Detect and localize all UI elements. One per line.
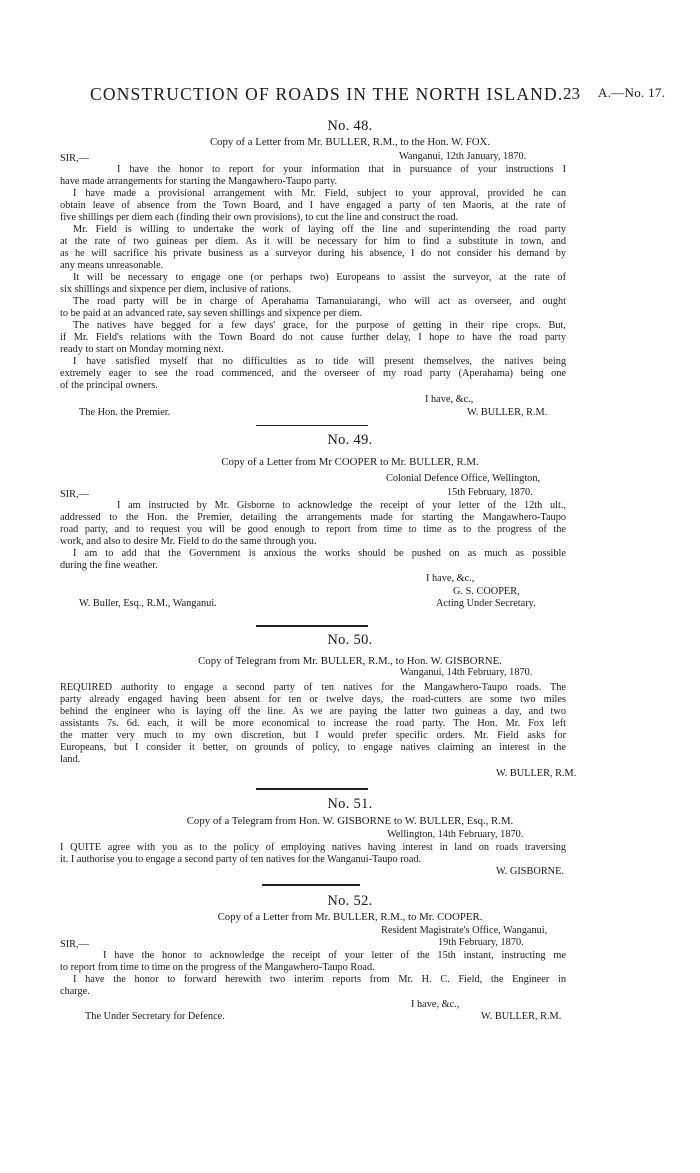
place-date: Wanganui, 14th February, 1870.: [400, 667, 533, 678]
body-line: I QUITE agree with you as to the policy of employing natives having interest in land on roads traversing: [60, 842, 566, 853]
place-date: Wellington, 14th February, 1870.: [387, 829, 524, 840]
body-line: The road party will be in charge of Aperahama Tamanuiarangi, who will act as overseer, and ought: [73, 296, 566, 307]
body-line: It will be necessary to engage one (or perhaps two) Europeans to assist the surveyor, at the rate of: [73, 272, 566, 283]
closing: I have, &c.,: [425, 394, 474, 405]
body-line: if Mr. Field's relations with the Town Board do not cause further delay, I hope to have the road party: [60, 332, 566, 343]
body-line: of the principal owners.: [60, 380, 158, 391]
body-line: five shillings per diem each (finding their own provisions), to cut the line and construct the road.: [60, 212, 459, 223]
section-divider: [256, 425, 368, 426]
section-divider: [256, 788, 368, 790]
body-line: extremely eager to see the road commenced, and the overseer of my road party (Aperahama) being one: [60, 368, 566, 379]
page-number: 23: [563, 84, 580, 103]
section-divider: [256, 625, 368, 627]
body-line: ready to start on Monday morning next.: [60, 344, 224, 355]
body-line: as he will sacrifice his private business as a surveyor during his absence, I do not consider his demand by: [60, 248, 566, 259]
document-title: CONSTRUCTION OF ROADS IN THE NORTH ISLAND.: [90, 84, 564, 104]
date: 15th February, 1870.: [447, 487, 533, 498]
body-line: party already engaged having been absent for ten or twelve days, the road-cutters are some two miles: [60, 694, 566, 705]
body-line: assistants 7s. 6d. each, it will be more economical to increase the road party. The Hon. Mr. Fox left: [60, 718, 566, 729]
salutation: SIR,—: [60, 939, 89, 950]
addressee: The Hon. the Premier.: [79, 407, 171, 418]
signature-title: Acting Under Secretary.: [436, 598, 536, 609]
body-line: land.: [60, 754, 81, 765]
letter-number: No. 49.: [327, 432, 373, 448]
body-line: any means unreasonable.: [60, 260, 164, 271]
body-line: I have made a provisional arrangement with Mr. Field, subject to your approval, provided he can: [73, 188, 566, 199]
date: 19th February, 1870.: [438, 937, 524, 948]
body-line: it. I authorise you to engage a second party of ten natives for the Wanganui-Taupo road.: [60, 854, 422, 865]
section-divider: [262, 884, 360, 886]
body-line: I have the honor to acknowledge the receipt of your letter of the 15th instant, instructing me: [103, 950, 566, 961]
body-line: road party, and to request you will be good enough to report from time to time as to the progress of the: [60, 524, 566, 535]
body-line: have made arrangements for starting the Mangawhero-Taupo party.: [60, 176, 338, 187]
signature: W. BULLER, R.M.: [467, 407, 548, 418]
letter-description: Copy of Telegram from Mr. BULLER, R.M., to Hon. W. GISBORNE.: [198, 655, 502, 667]
body-line: The natives have begged for a few days' grace, for the purpose of getting in their ripe crops. But,: [73, 320, 566, 331]
body-line: REQUIRED authority to engage a second party of ten natives for the Mangawhero-Taupo roads. The: [60, 682, 566, 693]
body-line: work, and also to desire Mr. Field to do the same through you.: [60, 536, 317, 547]
signature: W. GISBORNE.: [496, 866, 564, 877]
body-line: Europeans, but I consider it better, on grounds of policy, to engage natives claiming an interest in the: [60, 742, 566, 753]
addressee: The Under Secretary for Defence.: [85, 1011, 225, 1022]
closing: I have, &c.,: [426, 573, 475, 584]
addressee: W. Buller, Esq., R.M., Wanganui.: [79, 598, 217, 609]
letter-description: Copy of a Telegram from Hon. W. GISBORNE to W. BULLER, Esq., R.M.: [186, 815, 514, 827]
place-date: Wanganui, 12th January, 1870.: [399, 151, 527, 162]
body-line: during the fine weather.: [60, 560, 158, 571]
salutation: SIR,—: [60, 489, 89, 500]
body-line: six shillings and sixpence per diem, inclusive of rations.: [60, 284, 292, 295]
letter-description: Copy of a Letter from Mr. BULLER, R.M., to the Hon. W. FOX.: [209, 136, 491, 148]
place: Resident Magistrate's Office, Wanganui,: [381, 925, 548, 936]
body-line: I have the honor to forward herewith two interim reports from Mr. H. C. Field, the Engineer in: [73, 974, 566, 985]
closing: I have, &c.,: [411, 999, 460, 1010]
letter-description: Copy of a Letter from Mr. BULLER, R.M., to Mr. COOPER.: [217, 911, 483, 923]
paper-reference: A.—No. 17.: [598, 85, 666, 100]
body-line: I have the honor to report for your information that in pursuance of your instructions I: [117, 164, 566, 175]
letter-number: No. 48.: [327, 118, 373, 134]
body-line: I am instructed by Mr. Gisborne to acknowledge the receipt of your letter of the 12th ult.,: [117, 500, 566, 511]
letter-number: No. 50.: [327, 632, 373, 648]
body-line: behind the engineer who is laying off the line. As we are paying the latter two guineas a day, and two: [60, 706, 566, 717]
signature: W. BULLER, R.M.: [496, 768, 577, 779]
salutation: SIR,—: [60, 153, 89, 164]
body-line: obtain leave of absence from the Town Board, and I have engaged a party of ten Maoris, at the rate of: [60, 200, 566, 211]
letter-number: No. 51.: [327, 796, 373, 812]
signature: G. S. COOPER,: [453, 586, 520, 597]
place: Colonial Defence Office, Wellington,: [386, 473, 541, 484]
body-line: to report from time to time on the progress of the Mangawhero-Taupo Road.: [60, 962, 375, 973]
signature: W. BULLER, R.M.: [481, 1011, 562, 1022]
body-line: to be paid at an advanced rate, say seven shillings and sixpence per diem.: [60, 308, 363, 319]
body-line: addressed to the Hon. the Premier, detailing the arrangements made for starting the Mangawhero-Taupo: [60, 512, 566, 523]
body-line: Mr. Field is willing to undertake the work of laying off the line and superintending the road party: [73, 224, 566, 235]
running-head: [60, 84, 680, 108]
body-line: the matter very much to my own discretion, but I would prefer specific orders. Mr. Field asks for: [60, 730, 566, 741]
letter-description: Copy of a Letter from Mr COOPER to Mr. BULLER, R.M.: [221, 456, 479, 468]
letter-number: No. 52.: [327, 893, 373, 909]
body-line: I am to add that the Government is anxious the works should be pushed on as much as possible: [73, 548, 566, 559]
body-line: at the rate of two guineas per diem. As it will be necessary for him to find a substitute in town, and: [60, 236, 566, 247]
body-line: I have satisfied myself that no difficulties as to tide will present themselves, the natives being: [73, 356, 566, 367]
body-line: charge.: [60, 986, 90, 997]
